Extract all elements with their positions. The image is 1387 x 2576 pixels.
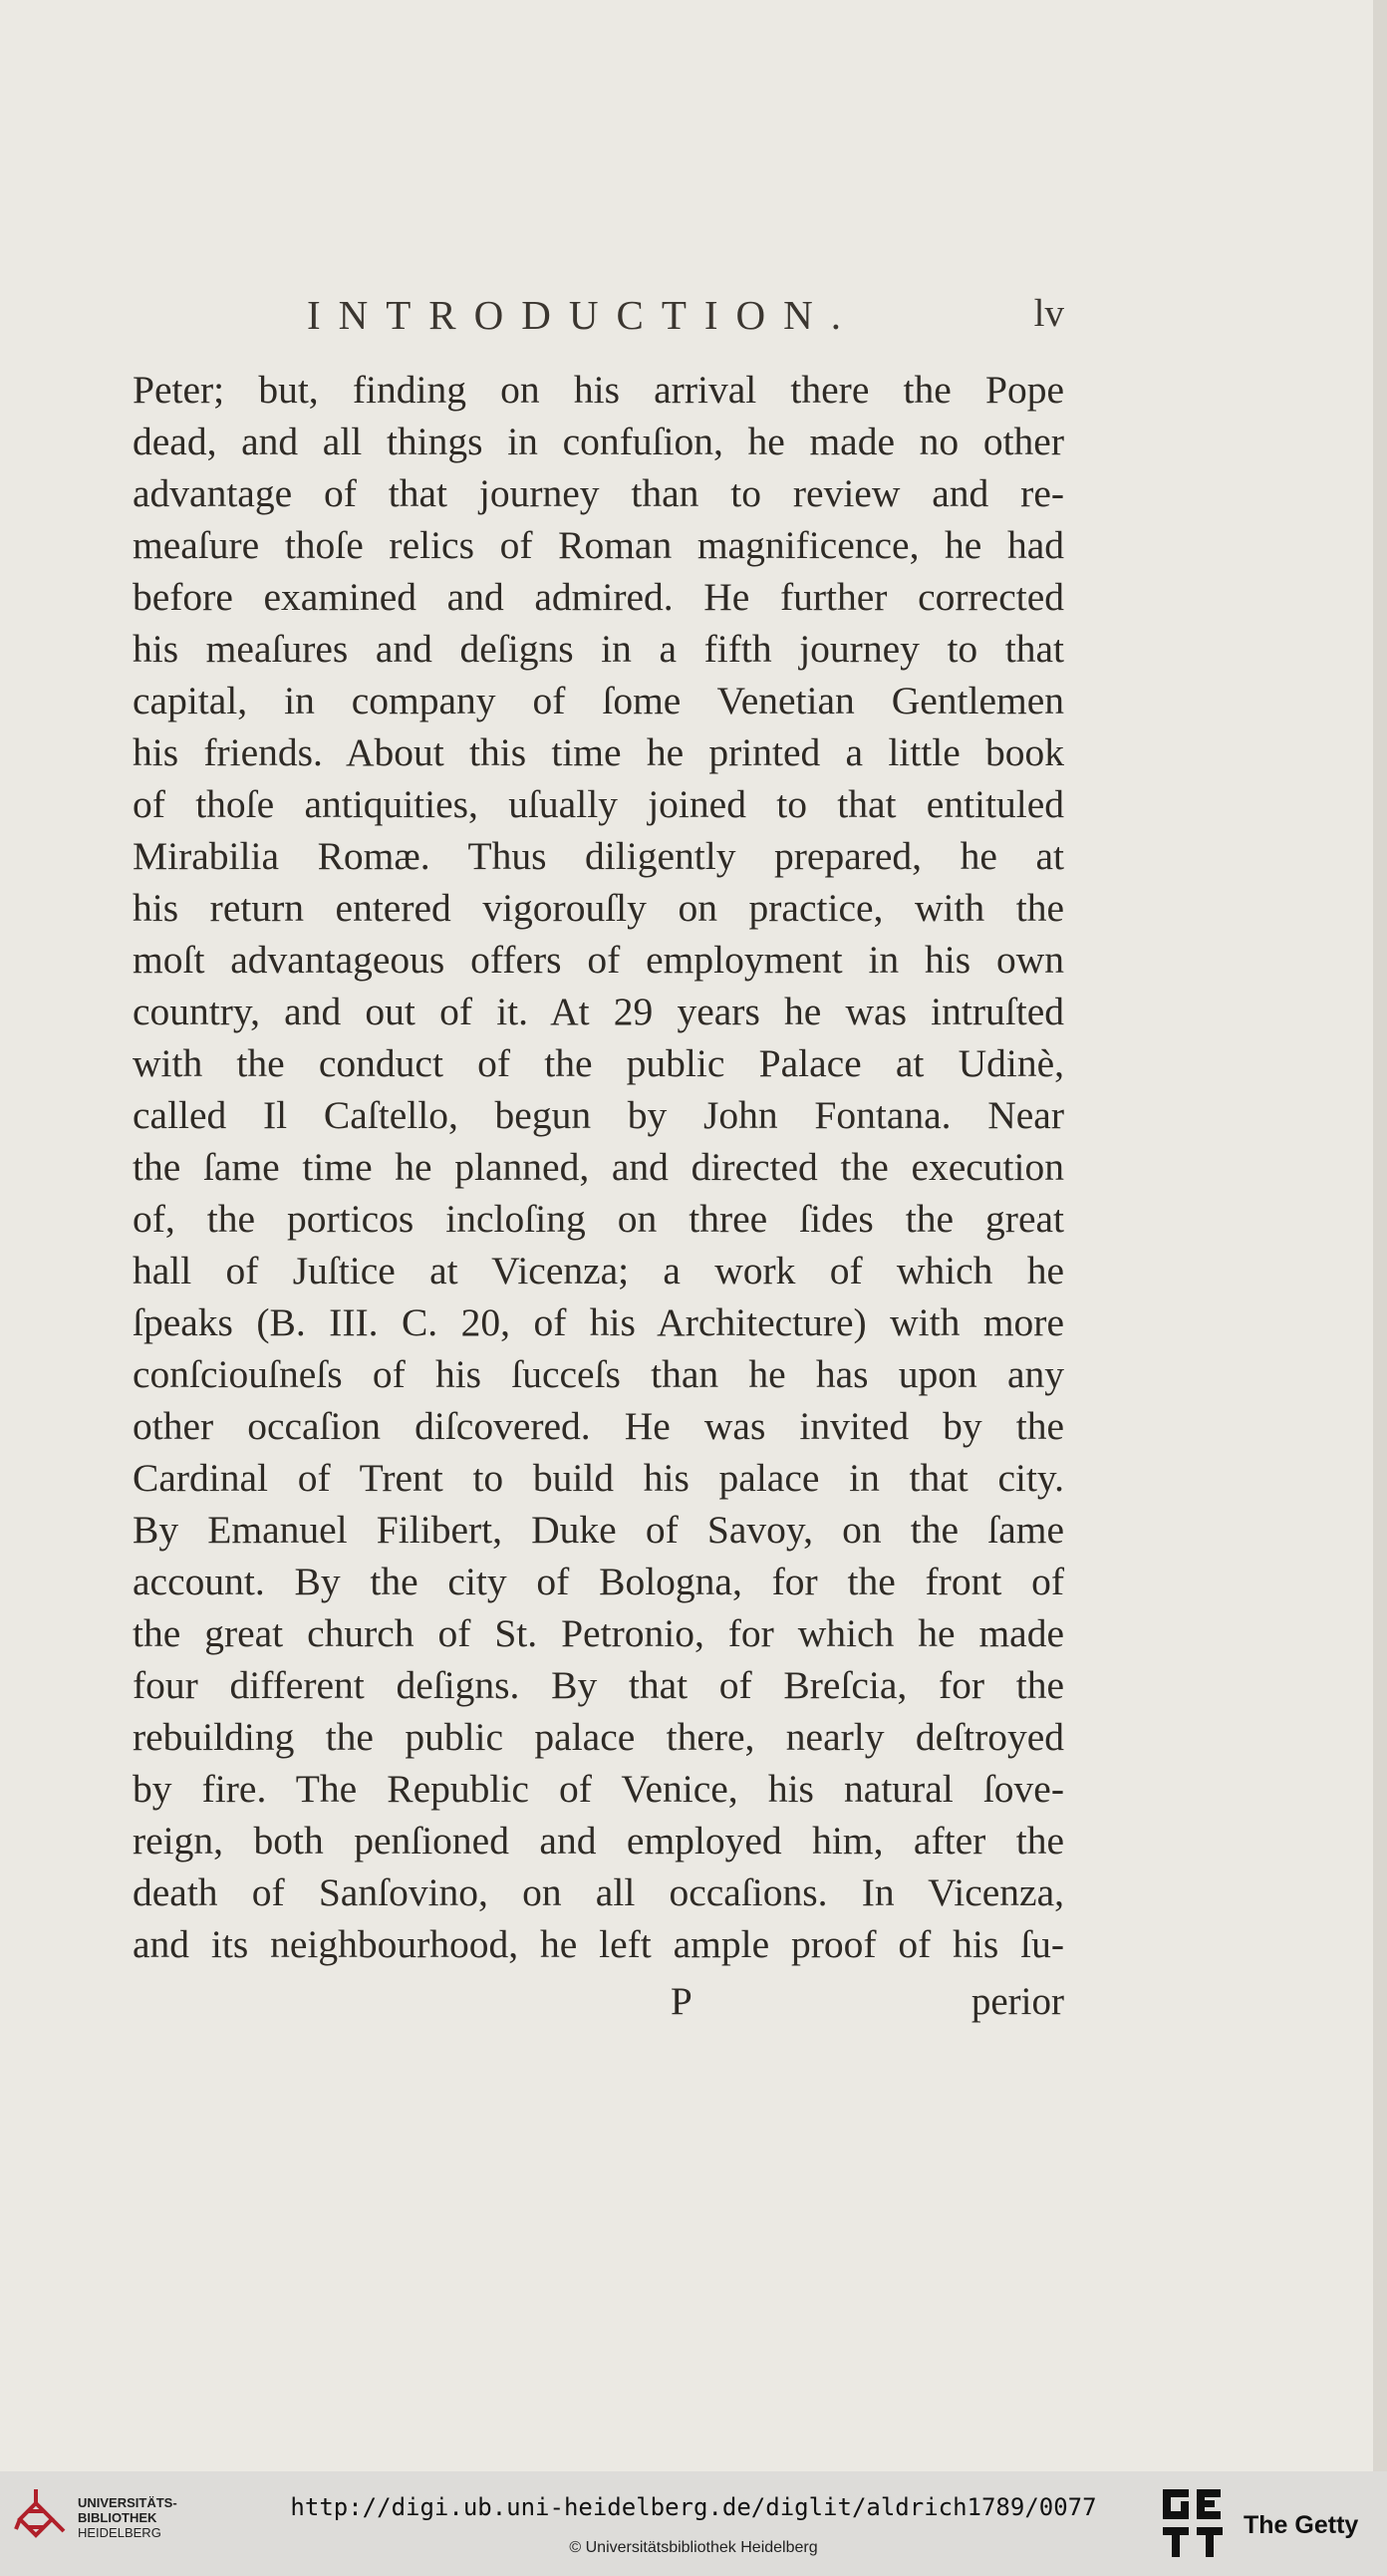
text-line: conſciouſneſs of his ſucceſs than he has upon any (133, 1352, 1064, 1396)
footer-bar (0, 2471, 1387, 2576)
text-line: By Emanuel Filibert, Duke of Savoy, on the ſame (133, 1508, 1064, 1552)
text-line: with the conduct of the public Palace at Udinè, (133, 1041, 1064, 1085)
library-name-line: UNIVERSITÄTS- (78, 2495, 177, 2510)
text-line: his meaſures and deſigns in a fifth journey to that (133, 627, 1064, 671)
library-name-line: BIBLIOTHEK (78, 2510, 157, 2525)
text-line: country, and out of it. At 29 years he was intruſted (133, 990, 1064, 1033)
text-line: and its neighbourhood, he left ample proof of his ſu- (133, 1922, 1064, 1966)
text-line: other occaſion diſcovered. He was invited by the (133, 1404, 1064, 1448)
running-head-title: INTRODUCTION. (307, 292, 859, 338)
library-name-line: HEIDELBERG (78, 2525, 161, 2540)
text-line: his friends. About this time he printed a little book (133, 730, 1064, 774)
text-line: by fire. The Republic of Venice, his natural ſove- (133, 1767, 1064, 1811)
catchline (133, 1976, 1064, 2028)
text-line: the great church of St. Petronio, for which he made (133, 1611, 1064, 1655)
partner-name: The Getty (1244, 2511, 1359, 2539)
text-line: Mirabilia Romæ. Thus diligently prepared, he at (133, 834, 1064, 878)
text-line: account. By the city of Bologna, for the front of (133, 1560, 1064, 1603)
body-text (133, 364, 1064, 1970)
text-line: of thoſe antiquities, uſually joined to that entituled (133, 782, 1064, 826)
signature-mark: P (671, 1980, 693, 2023)
text-line: the ſame time he planned, and directed the execution (133, 1145, 1064, 1189)
copyright-notice: © Universitätsbibliothek Heidelberg (569, 2539, 818, 2556)
source-url-link[interactable]: http://digi.ub.uni-heidelberg.de/diglit/aldrich1789/0077 (290, 2493, 1097, 2521)
text-line: ſpeaks (B. III. C. 20, of his Architecture) with more (133, 1300, 1064, 1344)
page-edge (1373, 0, 1387, 2471)
text-line: before examined and admired. He further corrected (133, 575, 1064, 619)
text-line: of, the porticos incloſing on three ſides the great (133, 1197, 1064, 1241)
catchword: perior (971, 1980, 1064, 2023)
text-line: capital, in company of ſome Venetian Gentlemen (133, 679, 1064, 722)
text-line: rebuilding the public palace there, nearly deſtroyed (133, 1715, 1064, 1759)
text-line: Peter; but, finding on his arrival there the Pope (133, 368, 1064, 412)
getty-logo-icon (1161, 2487, 1231, 2563)
text-line: dead, and all things in confuſion, he made no other (133, 420, 1064, 463)
text-line: four different deſigns. By that of Breſcia, for the (133, 1663, 1064, 1707)
page-number: lv (1033, 292, 1064, 335)
text-line: called Il Caſtello, begun by John Fontana. Near (133, 1093, 1064, 1137)
text-line: meaſure thoſe relics of Roman magnificence, he had (133, 523, 1064, 567)
text-line: Cardinal of Trent to build his palace in that city. (133, 1456, 1064, 1500)
text-line: advantage of that journey than to review and re- (133, 471, 1064, 515)
text-line: reign, both penſioned and employed him, after the (133, 1819, 1064, 1862)
text-line: moſt advantageous offers of employment in his own (133, 938, 1064, 982)
running-head (133, 291, 1064, 351)
text-line: his return entered vigorouſly on practice, with the (133, 886, 1064, 930)
text-line: hall of Juſtice at Vicenza; a work of which he (133, 1249, 1064, 1292)
text-line: death of Sanſovino, on all occaſions. In Vicenza, (133, 1870, 1064, 1914)
